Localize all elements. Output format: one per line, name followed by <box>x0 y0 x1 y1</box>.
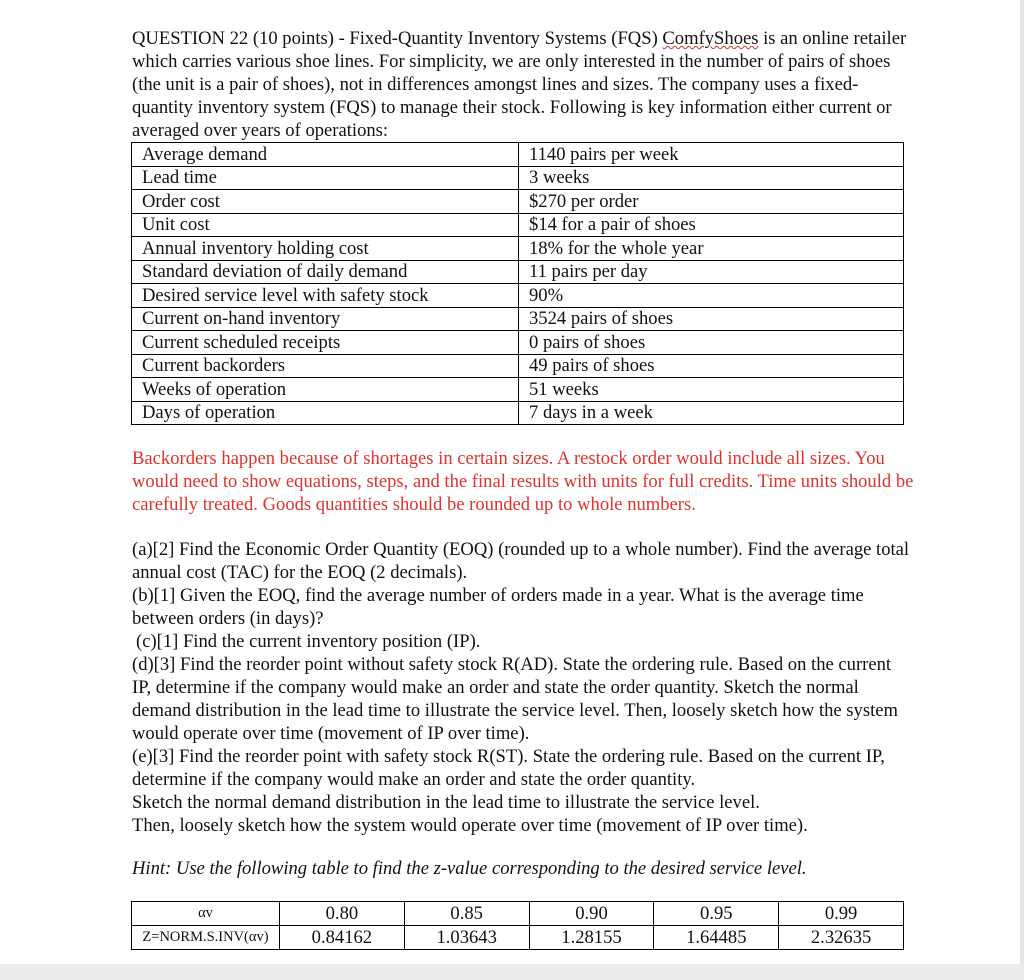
table-row <box>132 237 904 261</box>
info-label: Current backorders <box>132 354 519 378</box>
info-label: Standard deviation of daily demand <box>132 260 519 284</box>
info-value: 18% for the whole year <box>519 237 904 261</box>
info-label: Average demand <box>132 143 519 167</box>
info-label: Desired service level with safety stock <box>132 284 519 308</box>
question-e: (e)[3] Find the reorder point with safety stock R(ST). State the ordering rule. Based on the current IP, determine if the company would make an order and state the order quantity. <box>132 746 885 790</box>
table-row <box>132 378 904 402</box>
z-value-table <box>131 901 904 950</box>
info-label: Current on-hand inventory <box>132 307 519 331</box>
table-row <box>132 190 904 214</box>
table-row <box>132 213 904 237</box>
info-value: 90% <box>519 284 904 308</box>
page-edge-right <box>1020 0 1024 980</box>
info-value: 49 pairs of shoes <box>519 354 904 378</box>
info-label: Lead time <box>132 166 519 190</box>
intro-prefix: QUESTION 22 (10 points) - Fixed-Quantity Inventory Systems (FQS) <box>132 28 663 49</box>
alpha-cell: 0.99 <box>779 902 904 926</box>
alpha-cell: 0.80 <box>280 902 405 926</box>
info-value: $270 per order <box>519 190 904 214</box>
instructions-note: Backorders happen because of shortages in certain sizes. A restock order would include all sizes. You would need to show equations, steps, and the final results with units for full credits. Time units should be carefully treated. Goods quantities should be rounded up to whole numbers. <box>132 448 914 515</box>
key-info-table <box>131 142 904 425</box>
info-value: 0 pairs of shoes <box>519 331 904 355</box>
question-d: (d)[3] Find the reorder point without safety stock R(AD). State the ordering rule. Based on the current IP, determine if the company would make an order and state the order quantity. Sketch the normal demand distribution in the lead time to illustrate the service level. Then, loosely sketch how the system would operate over time (movement of IP over time). <box>132 654 898 744</box>
table-row <box>132 143 904 167</box>
z-cell: 2.32635 <box>779 926 904 950</box>
z-header: Z=NORM.S.INV(αv) <box>132 926 280 950</box>
alpha-cell: 0.90 <box>529 902 654 926</box>
z-cell: 1.64485 <box>654 926 779 950</box>
z-cell: 0.84162 <box>280 926 405 950</box>
info-label: Current scheduled receipts <box>132 331 519 355</box>
info-value: 3524 pairs of shoes <box>519 307 904 331</box>
info-value: $14 for a pair of shoes <box>519 213 904 237</box>
table-row <box>132 284 904 308</box>
company-name: ComfyShoes <box>662 28 759 49</box>
question-intro <box>132 27 912 142</box>
table-row <box>132 260 904 284</box>
z-cell: 1.03643 <box>404 926 529 950</box>
table-row <box>132 307 904 331</box>
alpha-header: αv <box>132 902 280 926</box>
question-e-sketch: Sketch the normal demand distribution in the lead time to illustrate the service level. <box>132 792 760 813</box>
intro-rest: is an online retailer which carries various shoe lines. For simplicity, we are only interested in the number of pairs of shoes (the unit is a pair of shoes), not in differences amongst lines and sizes. The company uses a fixed-quantity inventory system (FQS) to manage their stock. Following is key information either current or averaged over years of operations: <box>132 28 907 141</box>
table-row <box>132 401 904 425</box>
z-cell: 1.28155 <box>529 926 654 950</box>
info-value: 11 pairs per day <box>519 260 904 284</box>
info-value: 7 days in a week <box>519 401 904 425</box>
info-value: 51 weeks <box>519 378 904 402</box>
alpha-cell: 0.95 <box>654 902 779 926</box>
table-row <box>132 354 904 378</box>
table-row <box>132 166 904 190</box>
table-row <box>132 926 904 950</box>
info-label: Order cost <box>132 190 519 214</box>
info-label: Days of operation <box>132 401 519 425</box>
info-value: 3 weeks <box>519 166 904 190</box>
question-e-operate: Then, loosely sketch how the system would operate over time (movement of IP over time). <box>132 815 808 836</box>
alpha-cell: 0.85 <box>404 902 529 926</box>
info-label: Annual inventory holding cost <box>132 237 519 261</box>
page-edge-bottom <box>0 964 1024 980</box>
sub-questions <box>132 538 912 837</box>
info-value: 1140 pairs per week <box>519 143 904 167</box>
table-row <box>132 902 904 926</box>
table-row <box>132 331 904 355</box>
question-a: (a)[2] Find the Economic Order Quantity (EOQ) (rounded up to a whole number). Find the average total annual cost (TAC) for the EOQ (2 decimals). <box>132 539 910 583</box>
hint-text: Hint: Use the following table to find the z-value corresponding to the desired service level. <box>132 858 807 879</box>
question-b: (b)[1] Given the EOQ, find the average number of orders made in a year. What is the average time between orders (in days)? <box>132 585 864 629</box>
question-c: (c)[1] Find the current inventory position (IP). <box>136 631 481 652</box>
info-label: Weeks of operation <box>132 378 519 402</box>
info-label: Unit cost <box>132 213 519 237</box>
